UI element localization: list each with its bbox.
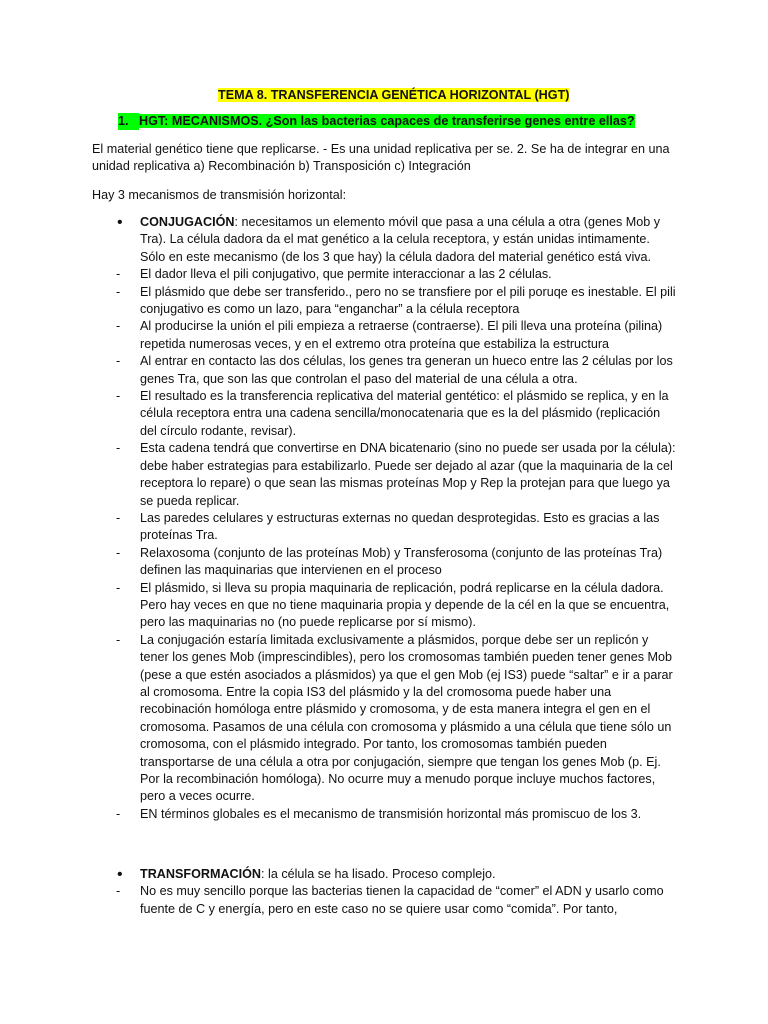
dash-marker: - [116,267,121,282]
intro-paragraph: El material genético tiene que replicarse. - Es una unidad replicativa per se. 2. Se ha de integrar en una unidad replicativa a) Recombinación b) Transposición c) Integración [92,142,670,174]
list-item: - El plásmido que debe ser transferido., pero no se transfiere por el pili poruqe es inestable. El pili conjugativo es como un lazo, para “enganchar” a la célula receptora [116,284,676,317]
section-heading [118,113,635,130]
dash-marker: - [116,632,121,647]
section-heading-text: HGT: MECANISMOS. ¿Son las bacterias capaces de transferirse genes entre ellas? [139,114,635,128]
dash-marker: - [116,580,121,595]
list-item: - El dador lleva el pili conjugativo, que permite interaccionar a las 2 células. [116,266,676,283]
list-item: - Al entrar en contacto las dos células, los genes tra generan un hueco entre las 2 células por los genes Tra, que son las que controlan el paso del material de una célula a otra. [116,354,673,386]
dash-marker: - [116,884,121,899]
conjugation-term: CONJUGACIÓN [140,215,235,229]
list-item: - Al producirse la unión el pili empieza a retraerse (contraerse). El pili lleva una proteína (pilina) repetida numerosas veces, y en el extremo otra proteína que estabiliza la estructura [116,319,663,351]
transformation-item [116,866,676,883]
dash-marker: - [116,284,121,299]
list-item: - El resultado es la transferencia replicativa del material gentético: el plásmido se replica, y en la célula receptora entra una cadena sencilla/monocatenaria que es la del plásmido (replicación del círculo rodante, revisar). [116,389,669,438]
list-item: - La conjugación estaría limitada exclusivamente a plásmidos, porque debe ser un replicón y tener los genes Mob (imprescindibles), pero los cromosomas también pueden tener genes Mob (pese a que estén asociados a plásmidos) ya que el gen Mob (ej IS3) puede “saltar” e ir a parar al cromosoma. Entre la copia IS3 del plásmido y la del cromosoma puede haber una recobinación homóloga entre plásmido y cromosoma, y de esta manera integra el gen en el cromosoma. Pasamos de una célula con cromosoma y plásmido a una célula que tiene sólo un cromosoma, con el plásmido integrado. Por tanto, los cromosomas también pueden transportarse de una célula a otra por conjugación, siempre que tengan los genes Mob (p. Ej. Por la recombinación homóloga). No ocurre muy a menudo porque incluye muchos factores, pero a veces ocurre. [116,632,673,804]
dash-marker: - [116,319,121,334]
transformation-text: : la célula se ha lisado. Proceso complejo. [261,867,496,881]
list-item: - No es muy sencillo porque las bacterias tienen la capacidad de “comer” el ADN y usarlo como fuente de C y energía, pero en este caso no se quiere usar como “comida”. Por tanto, [116,884,664,916]
list-item: - Esta cadena tendrá que convertirse en DNA bicatenario (sino no puede ser usada por la célula): debe haber estrategias para estabilizarlo. Puede ser dejado al azar (que la maquinaria de la cel receptora lo repare) o que sean las mismas proteínas Mop y Rep la protejan para que luego ya se pueda replicar. [116,441,676,508]
bullet-icon [116,866,136,884]
conjugation-item [116,214,676,266]
conjugation-list [116,214,676,823]
section-number: 1. [118,113,139,130]
transformation-list [116,866,676,918]
dash-marker: - [116,354,121,369]
bullet-icon [116,214,136,232]
dash-marker: - [116,389,121,404]
document-title: TEMA 8. TRANSFERENCIA GENÉTICA HORIZONTAL (HGT) [218,88,570,102]
mechanisms-intro: Hay 3 mecanismos de transmisión horizontal: [92,188,347,202]
transformation-term: TRANSFORMACIÓN [140,867,262,881]
dash-marker: - [116,545,121,560]
list-item: - EN términos globales es el mecanismo de transmisión horizontal más promiscuo de los 3. [116,806,676,823]
list-item: - Las paredes celulares y estructuras externas no quedan desprotegidas. Esto es gracias a las proteínas Tra. [116,510,660,543]
dash-marker: - [116,510,121,525]
conjugation-text: : necesitamos un elemento móvil que pasa a una célula a otra (genes Mob y Tra). La célula dadora da el mat genético a la celula receptora, y están unidas intimamente. Sólo en este mecanismo (de los 3 que hay) la célula dadora del material genético está viva. [140,215,661,264]
dash-marker: - [116,806,121,821]
dash-marker: - [116,441,121,456]
list-item: - El plásmido, si lleva su propia maquinaria de replicación, podrá replicarse en la célula dadora. Pero hay veces en que no tiene maquinaria propia y depende de la cél en la que se encuentra, pero las maquinarias no (no puede replicarse por sí mismo). [116,580,670,630]
list-item: - Relaxosoma (conjunto de las proteínas Mob) y Transferosoma (conjunto de las proteínas Tra) definen las maquinarias que intervienen en el proceso [116,545,663,578]
